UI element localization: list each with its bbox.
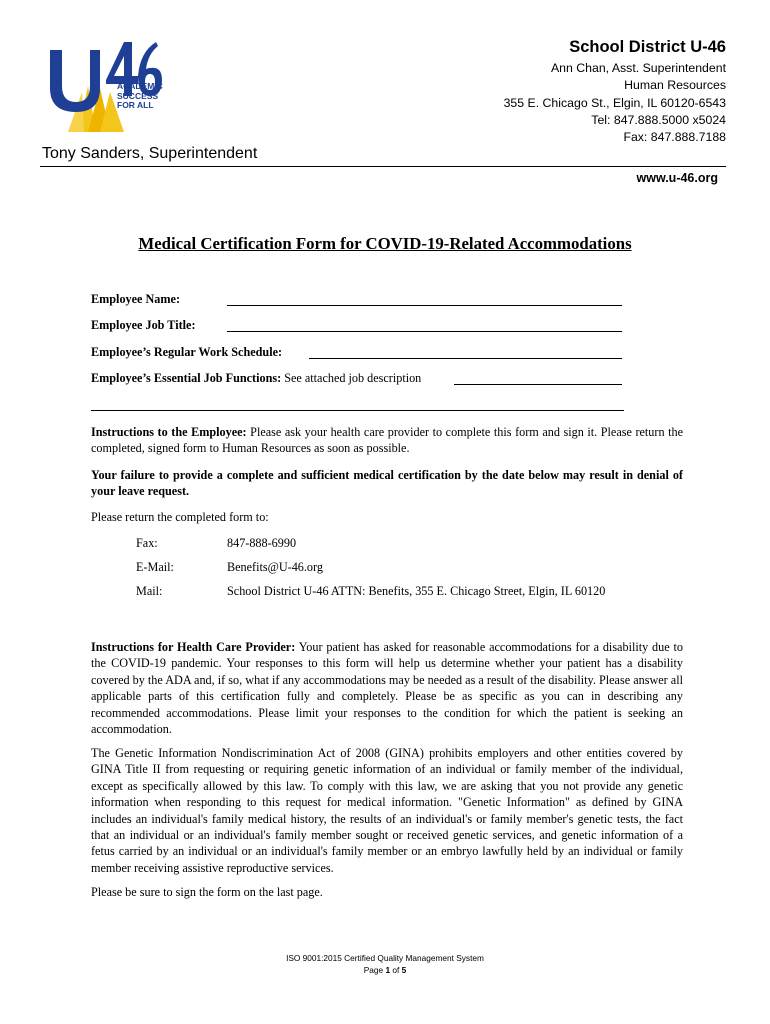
work-schedule-field[interactable] [309, 358, 622, 359]
email-address[interactable]: Benefits@U-46.org [227, 560, 323, 574]
district-contact-block [504, 36, 726, 146]
email-label: E-Mail: [136, 560, 174, 574]
employee-name-label: Employee Name: [91, 292, 181, 306]
essential-functions-label: Employee’s Essential Job Functions: [91, 371, 282, 385]
fax-label: Fax: [136, 536, 158, 550]
header-divider [40, 166, 726, 167]
mail-address: School District U-46 ATTN: Benefits, 355 E. Chicago Street, Elgin, IL 60120 [227, 584, 606, 598]
website-link[interactable]: www.u-46.org [636, 171, 718, 185]
deadline-warning: Your failure to provide a complete and sufficient medical certification by the date below may result in denial of your leave request. [91, 468, 683, 499]
essential-functions-row [91, 371, 421, 386]
page-number: 1 [385, 965, 391, 975]
logo-tagline: ACADEMIC SUCCESS FOR ALL [117, 81, 163, 110]
provider-instructions-label: Instructions for Health Care Provider: [91, 640, 296, 654]
fax-number: 847-888-6990 [227, 536, 297, 550]
contact-line: Human Resources [624, 78, 726, 93]
job-title-label: Employee Job Title: [91, 318, 196, 332]
provider-instructions [91, 639, 683, 737]
sign-reminder: Please be sure to sign the form on the last page. [91, 885, 323, 899]
essential-functions-note: See attached job description [284, 371, 422, 385]
employee-instructions-text: Please ask your health care provider to complete this form and sign it. Please return the completed, signed form to Human Resources as soon as possible. [91, 425, 684, 456]
gina-notice: The Genetic Information Nondiscrimination Act of 2008 (GINA) prohibits employers and other entities covered by GINA Title II from requesting or requiring genetic information of an individual or family member of the individual, except as specifically allowed by this law. To comply with this law, we are asking that you not provide any genetic information when responding to this request for medical information. "Genetic Information" as defined by GINA includes an individual's family medical history, the results of an individual's or family member's genetic tests, the fact that an individual or an individual's family member sought or received genetic services, and genetic information of a fetus carried by an individual or an individual's family member or an embryo lawfully held by an individual or family member receiving assistive reproductive services. [91, 746, 683, 875]
employee-instructions-label: Instructions to the Employee: [91, 425, 247, 439]
contact-line: Tel: 847.888.5000 x5024 [591, 112, 726, 127]
district-name: School District U-46 [569, 38, 726, 56]
contact-line: 355 E. Chicago St., Elgin, IL 60120-6543 [503, 95, 726, 110]
employee-instructions [91, 424, 683, 457]
form-title: Medical Certification Form for COVID-19-Related Accommodations [138, 234, 632, 253]
page-indicator: Page 1 of 5 [363, 965, 407, 975]
work-schedule-label: Employee’s Regular Work Schedule: [91, 345, 283, 359]
mail-label: Mail: [136, 584, 163, 598]
essential-functions-extra-line[interactable] [91, 410, 624, 411]
contact-line: Ann Chan, Asst. Superintendent [550, 61, 726, 75]
quality-certification: ISO 9001:2015 Certified Quality Management System [286, 953, 484, 963]
superintendent-name: Tony Sanders, Superintendent [42, 145, 258, 162]
employee-name-field[interactable] [227, 305, 622, 306]
essential-functions-field[interactable] [454, 384, 622, 385]
page-total: 5 [401, 965, 407, 975]
contact-line: Fax: 847.888.7188 [623, 130, 726, 145]
provider-instructions-text: Your patient has asked for reasonable accommodations for a disability due to the COVID-19 pandemic. Your responses to this form will help us determine whether your patient has a disability covered by the ADA and, if so, what if any accommodations may be needed as a result of the disability. Please answer all applicable parts of this certification fully and completely. Please be as specific as you can in describing any recommended accommodations. Please limit your responses to the condition for which the patient is seeking an accommodation. [91, 640, 683, 737]
job-title-field[interactable] [227, 331, 622, 332]
return-intro: Please return the completed form to: [91, 510, 269, 524]
